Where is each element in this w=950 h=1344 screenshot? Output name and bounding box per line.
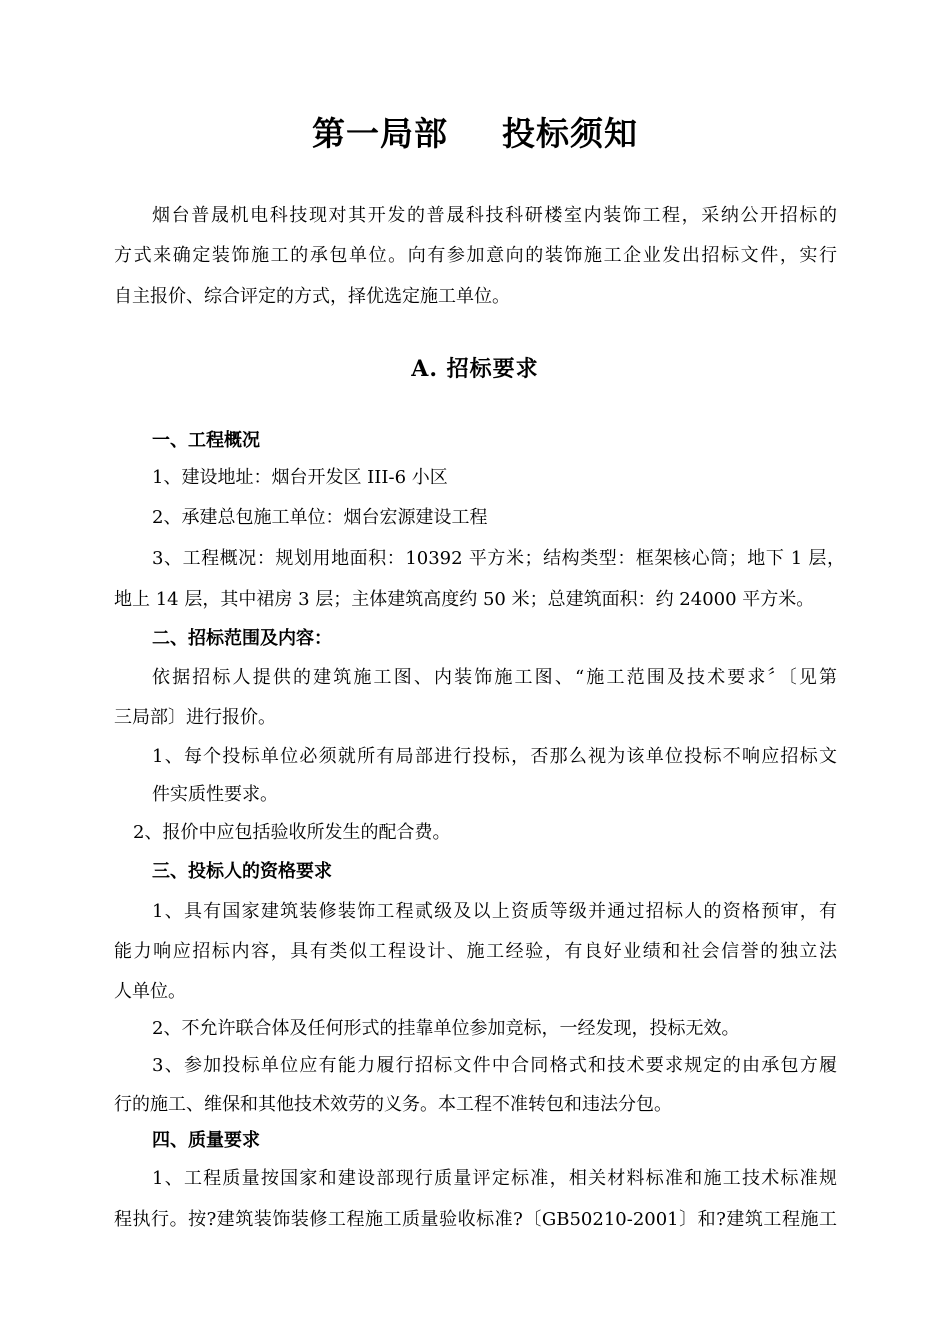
- title-part-1: 第一局部: [312, 114, 448, 153]
- section-2-para-line-1: 依据招标人提供的建筑施工图、内装饰施工图、“施工范围及技术要求〞〔见第: [152, 667, 837, 688]
- intro-line-2: 方式来确定装饰施工的承包单位。向有参加意向的装饰施工企业发出招标文件，实行: [114, 245, 837, 266]
- section-2-item-1-line-1: 1、每个投标单位必须就所有局部进行投标，否那么视为该单位投标不响应招标文: [152, 746, 837, 767]
- intro-line-3: 自主报价、综合评定的方式，择优选定施工单位。: [114, 286, 510, 307]
- section-1-item-3-line-1: 3、工程概况：规划用地面积：10392 平方米；结构类型：框架核心筒；地下 1 层，: [152, 548, 845, 569]
- section-2-heading: 二、招标范围及内容：: [152, 628, 332, 649]
- section-2-item-2: 2、报价中应包括验收所发生的配合费。: [133, 822, 451, 843]
- section-2-para-line-2: 三局部〕进行报价。: [114, 707, 276, 728]
- section-4-item-1-line-2: 程执行。按?建筑装饰装修工程施工质量验收标准?〔GB50210-2001〕和?建筑工程施工: [114, 1209, 837, 1230]
- section-1-item-1: 1、建设地址：烟台开发区 III-6 小区: [152, 467, 448, 488]
- section-1-item-2: 2、承建总包施工单位：烟台宏源建设工程: [152, 507, 488, 528]
- section-3-item-1-line-3: 人单位。: [114, 981, 186, 1002]
- section-3-item-3-line-2: 行的施工、维保和其他技术效劳的义务。本工程不准转包和违法分包。: [114, 1094, 672, 1115]
- title-part-2: 投标须知: [502, 114, 638, 153]
- section-3-item-1-line-2: 能力响应招标内容，具有类似工程设计、施工经验，有良好业绩和社会信誉的独立法: [114, 941, 837, 962]
- section-a-heading: A. 招标要求: [411, 356, 539, 382]
- page-title: [0, 108, 950, 155]
- section-4-heading: 四、质量要求: [152, 1130, 260, 1151]
- section-4-item-1-line-1: 1、工程质量按国家和建设部现行质量评定标准，相关材料标准和施工技术标准规: [152, 1168, 837, 1189]
- intro-line-1: 烟台普晟机电科技现对其开发的普晟科技科研楼室内装饰工程，采纳公开招标的: [152, 205, 837, 226]
- section-3-item-1-line-1: 1、具有国家建筑装修装饰工程贰级及以上资质等级并通过招标人的资格预审，有: [152, 901, 837, 922]
- section-2-item-1-line-2: 件实质性要求。: [152, 784, 278, 805]
- section-1-item-3-line-2: 地上 14 层，其中裙房 3 层；主体建筑高度约 50 米；总建筑面积：约 24000 平方米。: [114, 589, 815, 610]
- section-3-item-3-line-1: 3、参加投标单位应有能力履行招标文件中合同格式和技术要求规定的由承包方履: [152, 1055, 837, 1076]
- section-3-item-2: 2、不允许联合体及任何形式的挂靠单位参加竞标，一经发现，投标无效。: [152, 1018, 740, 1039]
- section-3-heading: 三、投标人的资格要求: [152, 861, 332, 882]
- section-1-heading: 一、工程概况: [152, 430, 260, 451]
